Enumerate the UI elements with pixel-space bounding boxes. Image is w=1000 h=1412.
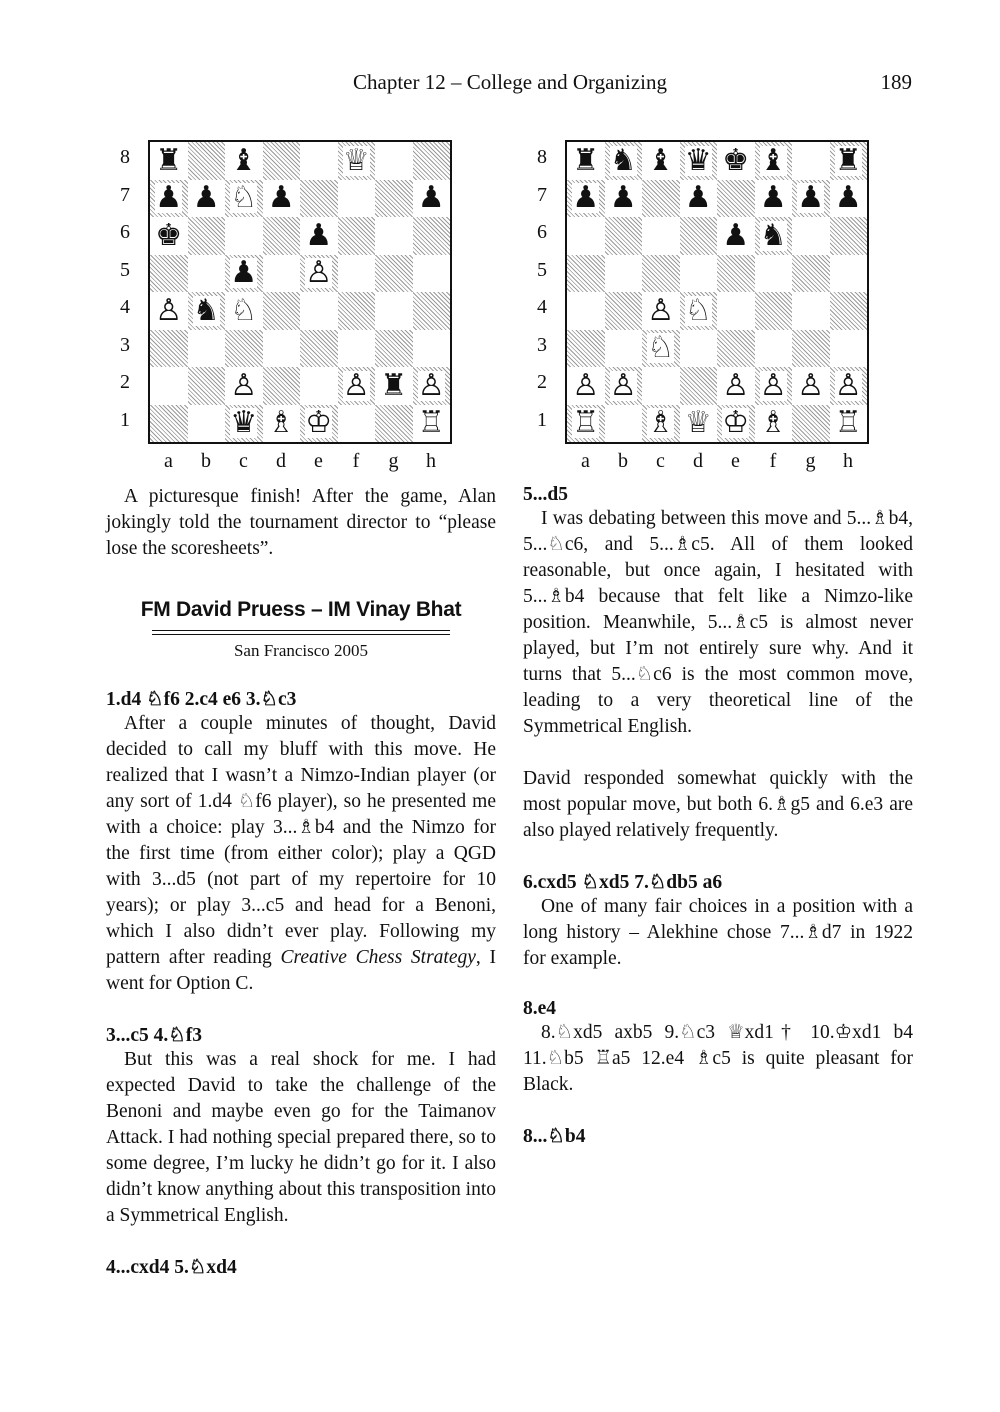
left-column	[106, 484, 496, 1279]
rank-label: 2	[537, 371, 547, 393]
square-g4	[375, 292, 413, 330]
rank-label: 8	[537, 146, 547, 168]
white-knight-icon: ♘	[230, 180, 258, 216]
square-d2	[263, 367, 301, 405]
venue: San Francisco 2005	[233, 641, 369, 660]
rank-label: 7	[120, 183, 130, 206]
black-rook-icon: ♜	[155, 142, 183, 178]
square-g8	[792, 142, 830, 180]
square-c8	[642, 142, 680, 180]
square-g1	[375, 405, 413, 443]
square-c8	[225, 142, 263, 180]
square-d4	[680, 292, 718, 330]
square-f2	[755, 367, 793, 405]
chess-board	[565, 140, 869, 444]
square-g3	[375, 330, 413, 368]
square-h6	[413, 217, 451, 255]
square-f3	[755, 330, 793, 368]
black-pawn-icon: ♟	[572, 180, 600, 216]
square-b3	[188, 330, 226, 368]
move-heading: 1.d4 ♘f6 2.c4 e6 3.♘c3	[106, 689, 297, 710]
square-a4	[150, 292, 188, 330]
square-d8	[263, 142, 301, 180]
black-pawn-icon: ♟	[192, 180, 220, 216]
square-g3	[792, 330, 830, 368]
white-bishop-icon: ♗	[759, 405, 787, 441]
black-bishop-icon: ♝	[230, 142, 258, 178]
square-d7	[680, 180, 718, 218]
square-b8	[188, 142, 226, 180]
square-g7	[792, 180, 830, 218]
move-heading: 5...d5	[523, 484, 568, 505]
square-b8	[605, 142, 643, 180]
square-e1	[300, 405, 338, 443]
square-b6	[188, 217, 226, 255]
square-h4	[830, 292, 868, 330]
rank-label: 3	[537, 333, 547, 356]
white-rook-icon: ♖	[572, 405, 600, 441]
square-e3	[300, 330, 338, 368]
square-f1	[338, 405, 376, 443]
square-b4	[605, 292, 643, 330]
square-f5	[755, 255, 793, 293]
square-f2	[338, 367, 376, 405]
square-g6	[375, 217, 413, 255]
white-queen-icon: ♕	[684, 405, 712, 441]
black-pawn-icon: ♟	[230, 255, 258, 291]
square-c3	[225, 330, 263, 368]
right-column	[523, 484, 913, 1148]
square-b7	[605, 180, 643, 218]
white-knight-icon: ♘	[684, 292, 712, 328]
square-a3	[567, 330, 605, 368]
white-pawn-icon: ♙	[417, 367, 445, 403]
square-f4	[755, 292, 793, 330]
white-pawn-icon: ♙	[647, 292, 675, 328]
file-label: d	[693, 450, 703, 472]
black-pawn-icon: ♟	[155, 180, 183, 216]
square-e3	[717, 330, 755, 368]
white-pawn-icon: ♙	[834, 367, 862, 403]
white-pawn-icon: ♙	[759, 367, 787, 403]
square-c7	[642, 180, 680, 218]
chess-diagram-right	[537, 140, 877, 480]
black-pawn-icon: ♟	[722, 217, 750, 253]
square-c6	[225, 217, 263, 255]
square-d6	[680, 217, 718, 255]
file-label: c	[656, 450, 665, 472]
commentary-paragraph: One of many fair choices in a position with a long history – Alekhine chose 7...♗d7 in 1922 for example.	[523, 896, 913, 969]
black-bishop-icon: ♝	[647, 142, 675, 178]
square-c1	[642, 405, 680, 443]
square-g4	[792, 292, 830, 330]
chess-diagram-left	[120, 140, 460, 480]
white-rook-icon: ♖	[834, 405, 862, 441]
square-d2	[680, 367, 718, 405]
white-bishop-icon: ♗	[647, 405, 675, 441]
page-number: 189	[880, 70, 912, 94]
square-c5	[225, 255, 263, 293]
square-g7	[375, 180, 413, 218]
black-knight-icon: ♞	[609, 142, 637, 178]
white-pawn-icon: ♙	[609, 367, 637, 403]
rank-label: 1	[120, 408, 130, 431]
square-f3	[338, 330, 376, 368]
square-h3	[413, 330, 451, 368]
file-label: b	[201, 450, 211, 472]
square-b3	[605, 330, 643, 368]
rank-label: 4	[537, 296, 547, 318]
file-label: e	[314, 450, 323, 472]
square-e5	[300, 255, 338, 293]
rank-label: 8	[120, 146, 130, 168]
file-label: d	[276, 450, 286, 472]
square-c5	[642, 255, 680, 293]
file-label: e	[731, 450, 740, 472]
black-king-icon: ♚	[722, 142, 750, 178]
square-c4	[225, 292, 263, 330]
square-b5	[605, 255, 643, 293]
square-b4	[188, 292, 226, 330]
square-e7	[300, 180, 338, 218]
black-pawn-icon: ♟	[609, 180, 637, 216]
rank-label: 5	[120, 258, 130, 281]
square-e4	[717, 292, 755, 330]
square-e2	[300, 367, 338, 405]
square-g2	[792, 367, 830, 405]
square-a6	[150, 217, 188, 255]
square-f7	[755, 180, 793, 218]
black-pawn-icon: ♟	[797, 180, 825, 216]
square-d5	[680, 255, 718, 293]
square-a1	[150, 405, 188, 443]
square-h4	[413, 292, 451, 330]
square-e7	[717, 180, 755, 218]
square-g5	[375, 255, 413, 293]
square-f7	[338, 180, 376, 218]
square-d3	[263, 330, 301, 368]
white-pawn-icon: ♙	[722, 367, 750, 403]
commentary-paragraph: I was debating between this move and 5...♗b4, 5...♘c6, and 5...♗c5. All of them looked reasonable, but once again, I hesitated with 5...♗b4 because that felt like a Nimzo-like position. Meanwhile, 5...♗c5 is almost never played, but I’m not entirely sure why. And it turns that 5...♘c6 is the most common move, leading to a very theoretical line of the Symmetrical English.	[523, 508, 913, 737]
square-a1	[567, 405, 605, 443]
rank-label: 2	[120, 371, 130, 393]
square-g8	[375, 142, 413, 180]
square-e8	[300, 142, 338, 180]
white-pawn-icon: ♙	[797, 367, 825, 403]
white-pawn-icon: ♙	[305, 255, 333, 291]
square-h6	[830, 217, 868, 255]
black-knight-icon: ♞	[192, 292, 220, 328]
square-a5	[150, 255, 188, 293]
move-heading: 8...♘b4	[523, 1126, 586, 1147]
black-pawn-icon: ♟	[417, 180, 445, 216]
square-f8	[755, 142, 793, 180]
square-e1	[717, 405, 755, 443]
square-f8	[338, 142, 376, 180]
white-queen-icon: ♕	[342, 142, 370, 178]
square-g1	[792, 405, 830, 443]
square-a8	[567, 142, 605, 180]
square-d6	[263, 217, 301, 255]
square-b1	[605, 405, 643, 443]
move-heading: 3...c5 4.♘f3	[106, 1025, 203, 1046]
chapter-header: Chapter 12 – College and Organizing	[353, 70, 667, 94]
white-pawn-icon: ♙	[342, 367, 370, 403]
file-label: b	[618, 450, 628, 472]
square-a7	[150, 180, 188, 218]
square-h3	[830, 330, 868, 368]
black-king-icon: ♚	[155, 217, 183, 253]
commentary-paragraph: After a couple minutes of thought, David decided to call my bluff with this move. He realized that I wasn’t a Nimzo-Indian player (or any sort of 1.d4 ♘f6 player), so he presented me with a choice: play 3...♗b4 and the Nimzo for the first time (from either color); play a QGD with 3...d5 (not part of my repertoire for 10 years); or play 3...c5 and head for a Benoni, which I also didn’t ever play. Following my pattern after reading Creative Chess Strategy, I went for Option C.	[106, 713, 497, 994]
square-d1	[680, 405, 718, 443]
square-e2	[717, 367, 755, 405]
square-a5	[567, 255, 605, 293]
black-queen-icon: ♛	[230, 405, 258, 441]
black-rook-icon: ♜	[834, 142, 862, 178]
white-king-icon: ♔	[305, 405, 333, 441]
square-h8	[413, 142, 451, 180]
square-d8	[680, 142, 718, 180]
square-h1	[830, 405, 868, 443]
game-title: FM David Pruess – IM Vinay Bhat	[140, 598, 462, 621]
move-heading: 6.cxd5 ♘xd5 7.♘db5 a6	[523, 872, 723, 893]
white-pawn-icon: ♙	[230, 367, 258, 403]
square-e4	[300, 292, 338, 330]
square-e5	[717, 255, 755, 293]
white-pawn-icon: ♙	[155, 292, 183, 328]
square-c4	[642, 292, 680, 330]
white-knight-icon: ♘	[647, 330, 675, 366]
square-a8	[150, 142, 188, 180]
square-h2	[830, 367, 868, 405]
square-b1	[188, 405, 226, 443]
file-label: h	[843, 450, 853, 472]
square-a6	[567, 217, 605, 255]
square-f5	[338, 255, 376, 293]
square-d7	[263, 180, 301, 218]
square-f1	[755, 405, 793, 443]
rank-label: 6	[537, 221, 547, 243]
square-g5	[792, 255, 830, 293]
square-b7	[188, 180, 226, 218]
square-a2	[150, 367, 188, 405]
black-pawn-icon: ♟	[305, 217, 333, 253]
rank-label: 7	[537, 183, 547, 206]
file-label: c	[239, 450, 248, 472]
square-d3	[680, 330, 718, 368]
file-label: g	[805, 450, 816, 472]
square-f6	[755, 217, 793, 255]
square-b5	[188, 255, 226, 293]
file-label: h	[426, 450, 436, 472]
white-pawn-icon: ♙	[572, 367, 600, 403]
chess-board	[148, 140, 452, 444]
black-queen-icon: ♛	[684, 142, 712, 178]
file-label: a	[581, 450, 590, 472]
white-knight-icon: ♘	[230, 292, 258, 328]
square-d4	[263, 292, 301, 330]
square-b2	[188, 367, 226, 405]
rank-label: 1	[537, 408, 547, 431]
square-a3	[150, 330, 188, 368]
title-rule	[152, 630, 450, 631]
intro-paragraph: A picturesque finish! After the game, Alan jokingly told the tournament director to “please lose the scoresheets”.	[106, 486, 496, 559]
square-a7	[567, 180, 605, 218]
square-f4	[338, 292, 376, 330]
black-pawn-icon: ♟	[267, 180, 295, 216]
white-bishop-icon: ♗	[267, 405, 295, 441]
square-c2	[225, 367, 263, 405]
square-f6	[338, 217, 376, 255]
square-h8	[830, 142, 868, 180]
rank-label: 6	[120, 221, 130, 243]
move-heading: 4...cxd4 5.♘xd4	[106, 1257, 237, 1278]
commentary-paragraph: But this was a real shock for me. I had expected David to take the challenge of the Benoni and maybe even go for the Taimanov Attack. I had nothing special prepared there, so to some degree, I’m lucky he didn’t go for it. I also didn’t know anything about this transposition into a Symmetrical English.	[106, 1049, 496, 1226]
book-title: Creative Chess Strategy	[280, 947, 476, 968]
square-g2	[375, 367, 413, 405]
square-d5	[263, 255, 301, 293]
rank-label: 3	[120, 333, 130, 356]
black-knight-icon: ♞	[759, 217, 787, 253]
move-heading: 8.e4	[523, 998, 557, 1019]
black-rook-icon: ♜	[572, 142, 600, 178]
file-label: a	[164, 450, 173, 472]
square-e6	[717, 217, 755, 255]
square-a4	[567, 292, 605, 330]
square-h2	[413, 367, 451, 405]
file-label: f	[352, 450, 360, 472]
black-pawn-icon: ♟	[684, 180, 712, 216]
rank-label: 5	[537, 258, 547, 281]
square-c6	[642, 217, 680, 255]
square-e8	[717, 142, 755, 180]
black-bishop-icon: ♝	[759, 142, 787, 178]
square-g6	[792, 217, 830, 255]
square-h5	[413, 255, 451, 293]
square-h7	[830, 180, 868, 218]
square-c2	[642, 367, 680, 405]
black-pawn-icon: ♟	[834, 180, 862, 216]
white-rook-icon: ♖	[417, 405, 445, 441]
square-b6	[605, 217, 643, 255]
square-d1	[263, 405, 301, 443]
black-pawn-icon: ♟	[759, 180, 787, 216]
square-b2	[605, 367, 643, 405]
square-c7	[225, 180, 263, 218]
black-rook-icon: ♜	[380, 367, 408, 403]
square-h5	[830, 255, 868, 293]
rank-label: 4	[120, 296, 130, 318]
square-c1	[225, 405, 263, 443]
square-h7	[413, 180, 451, 218]
white-king-icon: ♔	[722, 405, 750, 441]
file-label: f	[769, 450, 777, 472]
square-c3	[642, 330, 680, 368]
file-label: g	[388, 450, 399, 472]
square-h1	[413, 405, 451, 443]
square-a2	[567, 367, 605, 405]
commentary-paragraph: David responded somewhat quickly with the most popular move, but both 6.♗g5 and 6.e3 are also played relatively frequently.	[523, 768, 913, 841]
commentary-paragraph: 8.♘xd5 axb5 9.♘c3 ♕xd1† 10.♔xd1 b4 11.♘b5 ♖a5 12.e4 ♗c5 is quite pleasant for Black.	[523, 1022, 913, 1095]
square-e6	[300, 217, 338, 255]
